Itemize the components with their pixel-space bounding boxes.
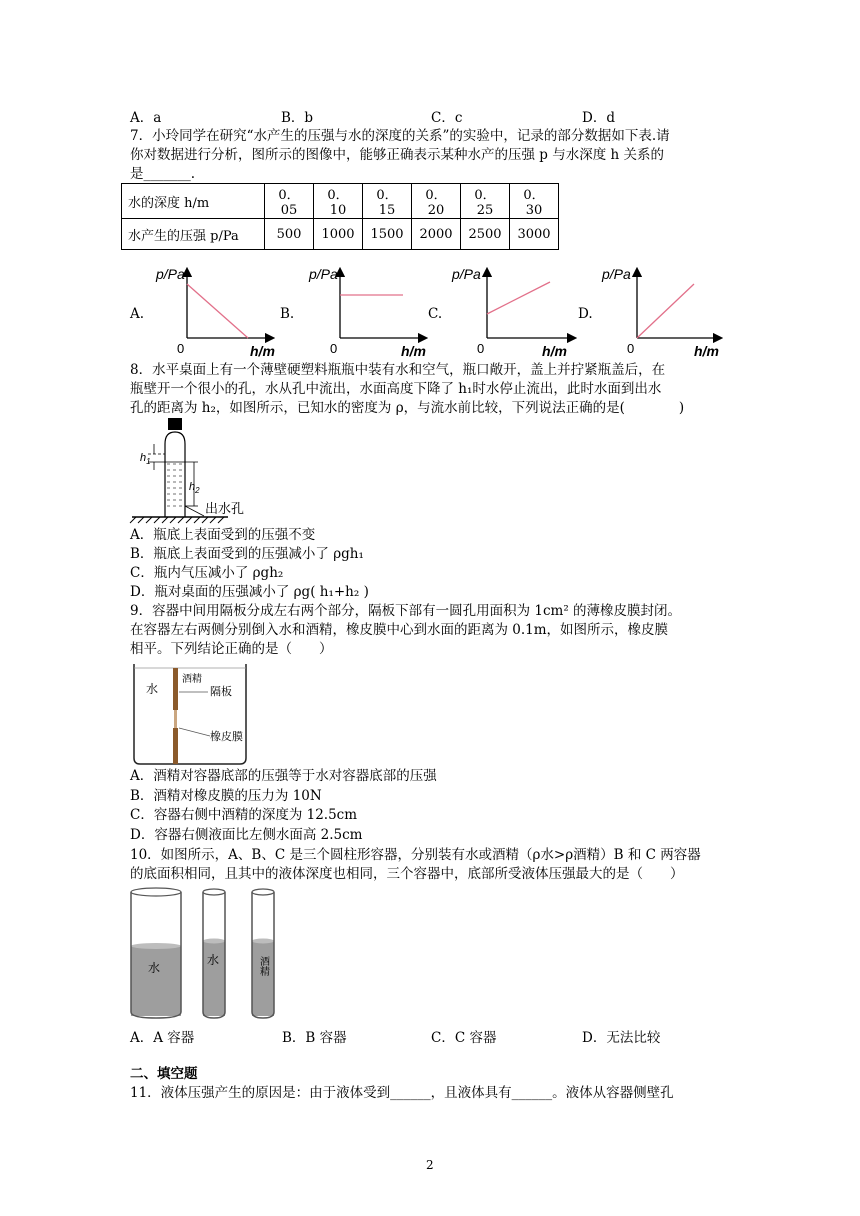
graph-c-line [487,282,550,314]
q8-line-3: 孔的距离为 h₂，如图所示，已知水的密度为 ρ，与流水前比较，下列说法正确的是( ) [130,400,685,416]
cylinder-b [203,889,225,1018]
q9-option-a: A．酒精对容器底部的压强等于水对容器底部的压强 [130,768,437,784]
table-cell: 0．25 [461,184,510,219]
graph-d-origin: 0 [627,341,635,356]
graph-a-ylabel: p/Pa [156,266,185,282]
graph-a-line [187,284,248,338]
table-cell: 0．10 [314,184,363,219]
q9-line-1: 9．容器中间用隔板分成左右两个部分，隔板下部有一圆孔用面积为 1cm² 的薄橡皮膜封闭。 [130,603,682,619]
table-cell: 0．20 [412,184,461,219]
q7-line-1: 7．小玲同学在研究“水产生的压强与水的深度的关系”的实验中，记录的部分数据如下表.请 [130,128,670,144]
table-cell: 1000 [314,219,363,250]
q6-option-a: A．a [130,110,162,126]
cylinder-a [131,888,181,1018]
q6-option-d: D．d [582,110,615,126]
q9-container-figure [128,660,268,770]
q10-option-a: A．A 容器 [130,1030,195,1046]
q8-option-b: B．瓶底上表面受到的压强减小了 ρgh₁ [130,546,364,562]
q7-graph-c [450,262,585,360]
table-row [122,219,559,250]
q8-option-a: A．瓶底上表面受到的压强不变 [130,527,316,543]
q7-line-2: 你对数据进行分析，图所示的图像中，能够正确表示某种水产的压强 p 与水深度 h 关系的 [130,147,665,163]
table-cell: 0．15 [363,184,412,219]
graph-b-origin: 0 [330,341,338,356]
cylinder-c [252,889,274,1018]
table-cell: 3000 [510,219,559,250]
graph-c-origin: 0 [477,341,485,356]
q7-graph-label-b: B. [280,306,295,322]
q9-line-3: 相平。下列结论正确的是（ ） [130,641,333,657]
page-number: 2 [426,1158,434,1172]
q9-partition-label: 隔板 [210,686,232,698]
table-cell: 水的深度 h/m [122,184,265,219]
graph-b-ylabel: p/Pa [309,266,338,282]
table-cell: 2500 [461,219,510,250]
q8-bottle-figure [128,414,288,524]
q7-graph-b [303,262,433,360]
q7-data-table [121,183,559,250]
table-cell: 0．05 [265,184,314,219]
graph-a-origin: 0 [177,341,185,356]
q6-option-b: B．b [281,110,314,126]
table-cell: 2000 [412,219,461,250]
table-cell: 1500 [363,219,412,250]
q11-line-1: 11．液体压强产生的原因是：由于液体受到______，且液体具有______。液体从容器侧壁孔 [130,1085,674,1101]
cylinder-c-label: 酒精 [257,956,269,976]
q9-water-label: 水 [146,682,159,696]
table-cell: 水产生的压强 p/Pa [122,219,265,250]
table-cell: 0．30 [510,184,559,219]
q6-option-c: C．c [431,110,463,126]
q8-option-c: C．瓶内气压减小了 ρgh₂ [130,565,284,581]
q7-graph-label-a: A. [130,306,145,322]
graph-d-xlabel: h/m [694,343,719,359]
graph-c-ylabel: p/Pa [452,266,481,282]
graph-a-xlabel: h/m [250,343,275,359]
q10-option-d: D．无法比较 [582,1030,661,1046]
q9-membrane-label: 橡皮膜 [210,731,243,743]
q7-graph-a [150,262,280,360]
q9-option-c: C．容器右侧中酒精的深度为 12.5cm [130,807,358,823]
graph-d-ylabel: p/Pa [602,266,631,282]
q10-line-1: 10．如图所示，A、B、C 是三个圆柱形容器，分别装有水或酒精（ρ水>ρ酒精）B 和 C 两容器 [130,847,701,863]
q10-option-c: C．C 容器 [431,1030,497,1046]
cylinder-a-label: 水 [148,961,161,975]
q7-line-3: 是_______. [130,166,196,182]
q9-option-b: B．酒精对橡皮膜的压力为 10N [130,788,322,804]
table-row [122,184,559,219]
q10-cylinders-figure [128,886,288,1022]
table-cell: 500 [265,219,314,250]
q8-line-1: 8．水平桌面上有一个薄壁硬塑料瓶瓶中装有水和空气，瓶口敞开，盖上并拧紧瓶盖后，在 [130,362,666,378]
q8-line-2: 瓶壁开一个很小的孔，水从孔中流出，水面高度下降了 h₁时水停止流出，此时水面到出水 [130,381,662,397]
graph-c-xlabel: h/m [542,343,567,359]
graph-b-xlabel: h/m [401,343,426,359]
q8-h2-label: $h_2$ [189,481,200,495]
q9-line-2: 在容器左右两侧分别倒入水和酒精，橡皮膜中心到水面的距离为 0.1m，如图所示，橡皮膜 [130,622,669,638]
q10-line-2: 的底面积相同，且其中的液体深度也相同，三个容器中，底部所受液体压强最大的是（ ） [130,866,684,882]
section-heading: 二、填空题 [130,1066,198,1081]
q7-graph-d [600,262,730,360]
q7-graph-label-d: D. [578,306,593,322]
q8-h1-label: $h_1$ [140,452,151,466]
q10-option-b: B．B 容器 [282,1030,347,1046]
q9-option-d: D．容器右侧液面比左侧水面高 2.5cm [130,827,363,843]
graph-d-line [637,284,694,338]
q8-hole-label: 出水孔 [205,501,245,516]
q7-graph-label-c: C. [428,306,443,322]
cylinder-b-label: 水 [207,953,220,967]
q9-alcohol-label: 酒精 [182,674,202,685]
q8-option-d: D．瓶对桌面的压强减小了 ρg( h₁+h₂ ) [130,584,369,600]
